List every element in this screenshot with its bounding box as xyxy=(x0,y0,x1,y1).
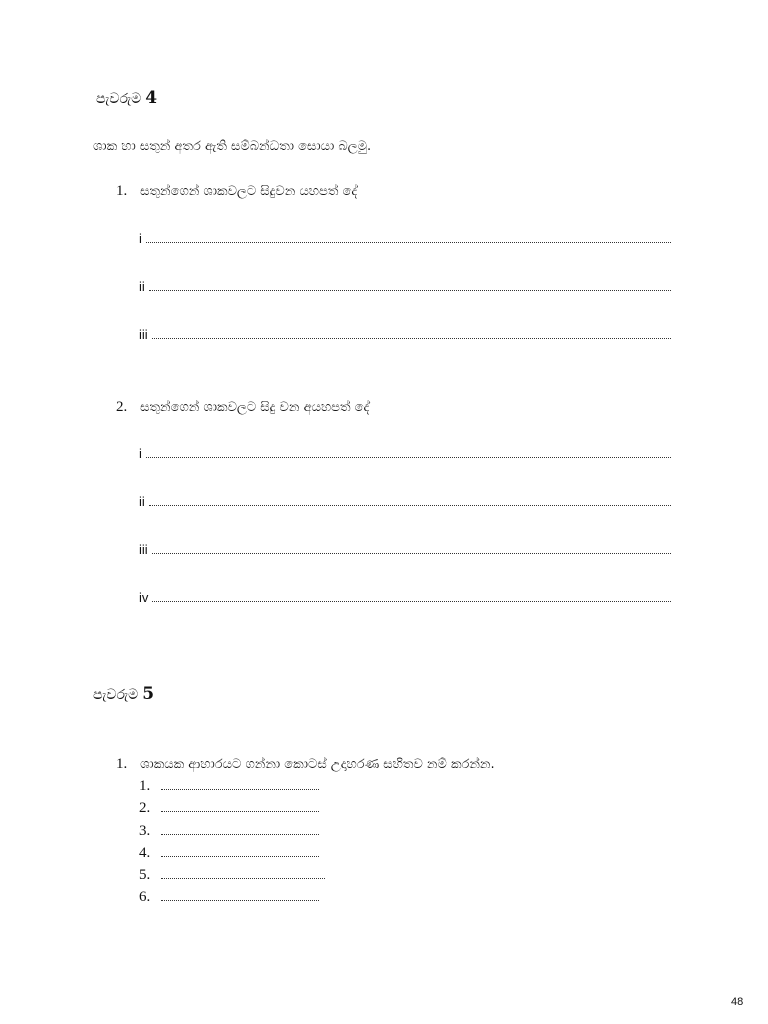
activity-4-question-2 xyxy=(116,399,369,416)
dotted-line xyxy=(161,779,319,790)
item-number: 1. xyxy=(139,778,151,794)
line-label: iii xyxy=(139,542,148,557)
activity-4-heading xyxy=(96,88,157,108)
dotted-line xyxy=(152,328,671,339)
line-label: iv xyxy=(139,590,149,605)
answer-line[interactable] xyxy=(139,446,671,461)
dotted-line xyxy=(161,890,319,901)
list-item[interactable] xyxy=(139,889,325,911)
question-number: 2. xyxy=(116,399,128,415)
dotted-line xyxy=(161,801,319,812)
page-number: 48 xyxy=(731,996,744,1008)
answer-line[interactable] xyxy=(139,590,671,605)
activity-5-question-1 xyxy=(116,756,495,773)
question-number: 1. xyxy=(116,756,128,772)
dotted-line xyxy=(146,447,671,458)
line-label: iii xyxy=(139,327,148,342)
numbered-answer-list xyxy=(139,778,325,912)
list-item[interactable] xyxy=(139,845,325,867)
activity-4-number: 4 xyxy=(145,88,158,108)
dotted-line xyxy=(152,591,671,602)
answer-line[interactable] xyxy=(139,279,671,294)
question-text: සතුන්ගෙන් ශාකවලට සිදුවන යහපත් දේ xyxy=(140,184,358,199)
activity-4-title: පැවරුම xyxy=(96,91,142,107)
list-item[interactable] xyxy=(139,823,325,845)
answer-line[interactable] xyxy=(139,542,671,557)
activity-5-number: 5 xyxy=(142,684,155,704)
question-text: ශාකයක ආහාරයට ගන්නා කොටස් උදාහරණ සහිතව නම් කරන්න. xyxy=(140,757,495,772)
question-number: 1. xyxy=(116,183,128,199)
item-number: 2. xyxy=(139,800,151,817)
activity-4-question-1 xyxy=(116,183,357,200)
answer-line[interactable] xyxy=(139,327,671,342)
activity-5-title: පැවරුම xyxy=(93,687,139,703)
line-label: ii xyxy=(139,279,145,294)
item-number: 3. xyxy=(139,822,151,839)
question-text: සතුන්ගෙන් ශාකවලට සිදු වන අයහපත් දේ xyxy=(140,400,370,415)
dotted-line xyxy=(149,495,671,506)
dotted-line xyxy=(152,543,671,554)
item-number: 4. xyxy=(139,844,151,861)
dotted-line xyxy=(161,846,319,857)
item-number: 5. xyxy=(139,867,151,884)
line-label: i xyxy=(139,231,142,246)
answer-line[interactable] xyxy=(139,231,671,246)
list-item[interactable] xyxy=(139,778,325,800)
list-item[interactable] xyxy=(139,867,325,889)
answer-line[interactable] xyxy=(139,494,671,509)
dotted-line xyxy=(161,868,325,879)
line-label: i xyxy=(139,446,142,461)
dotted-line xyxy=(146,232,671,243)
activity-4-intro: ශාක හා සතුන් අතර ඇති සම්බන්ධතා සොයා බලමු. xyxy=(93,139,372,154)
dotted-line xyxy=(149,280,671,291)
item-number: 6. xyxy=(139,889,151,906)
list-item[interactable] xyxy=(139,800,325,822)
dotted-line xyxy=(161,824,319,835)
line-label: ii xyxy=(139,494,145,509)
activity-5-heading xyxy=(93,684,154,704)
